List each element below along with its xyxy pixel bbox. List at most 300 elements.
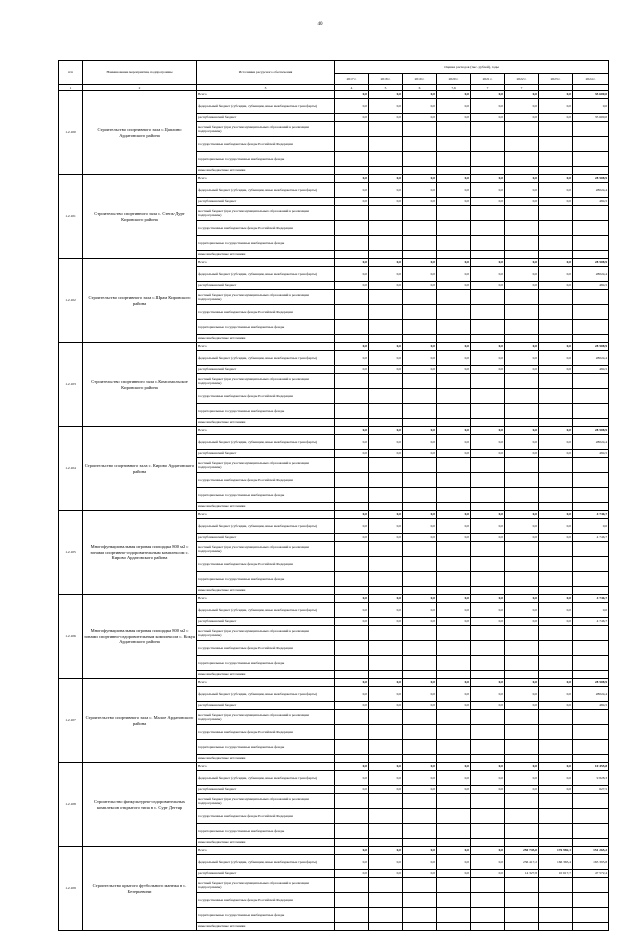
empty-cell	[335, 374, 369, 389]
amount-cell: 0,0	[471, 343, 505, 351]
empty-cell	[505, 488, 539, 503]
empty-cell	[403, 557, 437, 572]
amount-cell: 0,0	[505, 603, 539, 618]
empty-cell	[403, 335, 437, 343]
empty-cell	[539, 542, 573, 557]
empty-cell	[539, 404, 573, 419]
funding-source: Всего	[197, 763, 335, 771]
amount-cell: 0,0	[335, 366, 369, 374]
empty-cell	[505, 671, 539, 679]
empty-cell	[471, 320, 505, 335]
amount-cell: 0,0	[369, 99, 403, 114]
empty-cell	[369, 626, 403, 641]
amount-cell: 0,0	[335, 259, 369, 267]
amount-cell: 236 417,2	[505, 855, 539, 870]
empty-cell	[335, 152, 369, 167]
empty-cell	[505, 725, 539, 740]
empty-cell	[403, 626, 437, 641]
amount-cell: 0,0	[505, 435, 539, 450]
empty-cell	[369, 404, 403, 419]
amount-cell: 0,0	[539, 534, 573, 542]
empty-cell	[573, 404, 609, 419]
empty-cell	[335, 419, 369, 427]
empty-cell	[437, 137, 471, 152]
funding-source: иные внебюджетные источники	[197, 671, 335, 679]
empty-cell	[403, 290, 437, 305]
amount-cell: 0,0	[437, 343, 471, 351]
empty-cell	[369, 251, 403, 259]
empty-cell	[369, 725, 403, 740]
empty-cell	[369, 755, 403, 763]
empty-cell	[539, 458, 573, 473]
empty-cell	[437, 167, 471, 175]
empty-cell	[403, 419, 437, 427]
amount-cell: 0,0	[437, 763, 471, 771]
empty-cell	[437, 626, 471, 641]
amount-cell: 0,0	[437, 786, 471, 794]
amount-cell: 165 395,8	[573, 855, 609, 870]
empty-cell	[505, 755, 539, 763]
empty-cell	[471, 473, 505, 488]
amount-cell: 28 508,9	[573, 175, 609, 183]
amount-cell: 0,0	[437, 595, 471, 603]
empty-cell	[573, 458, 609, 473]
amount-cell: 0,0	[539, 679, 573, 687]
amount-cell: 0,0	[335, 114, 369, 122]
amount-cell: 0,0	[539, 99, 573, 114]
funding-source: Всего	[197, 427, 335, 435]
header-num: п/п	[59, 61, 83, 85]
funding-source: республиканский бюджет	[197, 282, 335, 290]
amount-cell: 0,0	[471, 366, 505, 374]
header-year: 2018 г.	[369, 74, 403, 85]
table-row	[59, 91, 609, 99]
amount-cell: 0,0	[539, 595, 573, 603]
amount-cell: 0,0	[505, 175, 539, 183]
amount-cell: 0,0	[369, 366, 403, 374]
empty-cell	[437, 725, 471, 740]
empty-cell	[369, 572, 403, 587]
empty-cell	[335, 923, 369, 931]
amount-cell: 0,0	[335, 534, 369, 542]
amount-cell: 0,0	[403, 351, 437, 366]
item-number: 1.2.107	[59, 679, 83, 763]
amount-cell: 0,0	[369, 534, 403, 542]
funding-source: государственные внебюджетные фонды Российской Федерации	[197, 809, 335, 824]
amount-cell: 28024,4	[573, 183, 609, 198]
empty-cell	[335, 572, 369, 587]
amount-cell: 0,0	[505, 519, 539, 534]
amount-cell: 4 746,7	[573, 618, 609, 626]
empty-cell	[369, 923, 403, 931]
amount-cell: 0,0	[403, 175, 437, 183]
empty-cell	[335, 710, 369, 725]
empty-cell	[573, 374, 609, 389]
empty-cell	[471, 488, 505, 503]
amount-cell: 0,0	[505, 343, 539, 351]
empty-cell	[335, 251, 369, 259]
item-number: 1.2.101	[59, 175, 83, 259]
empty-cell	[437, 290, 471, 305]
empty-cell	[403, 641, 437, 656]
empty-cell	[573, 641, 609, 656]
empty-cell	[539, 221, 573, 236]
amount-cell: 0,0	[471, 687, 505, 702]
empty-cell	[437, 206, 471, 221]
empty-cell	[505, 656, 539, 671]
empty-cell	[573, 710, 609, 725]
amount-cell: 0,0	[471, 786, 505, 794]
funding-source: республиканский бюджет	[197, 534, 335, 542]
empty-cell	[403, 374, 437, 389]
amount-cell: 0,0	[403, 771, 437, 786]
amount-cell: 0,0	[505, 114, 539, 122]
amount-cell: 0,0	[369, 114, 403, 122]
empty-cell	[471, 152, 505, 167]
amount-cell: 10 617,7	[539, 870, 573, 878]
empty-cell	[505, 404, 539, 419]
empty-cell	[369, 419, 403, 427]
empty-cell	[403, 923, 437, 931]
empty-cell	[573, 656, 609, 671]
funding-source: территориальные государственные внебюджетные фонды	[197, 908, 335, 923]
empty-cell	[403, 740, 437, 755]
funding-source: местный бюджет (при участии муниципальных образований в реализации подпрограммы)	[197, 626, 335, 641]
empty-cell	[573, 473, 609, 488]
empty-cell	[335, 404, 369, 419]
amount-cell: 0,0	[505, 351, 539, 366]
empty-cell	[403, 251, 437, 259]
empty-cell	[573, 251, 609, 259]
amount-cell: 0,0	[437, 351, 471, 366]
empty-cell	[471, 137, 505, 152]
amount-cell: 0,0	[369, 351, 403, 366]
empty-cell	[471, 656, 505, 671]
amount-cell: 0,0	[437, 175, 471, 183]
empty-cell	[437, 809, 471, 824]
empty-cell	[403, 503, 437, 511]
empty-cell	[573, 740, 609, 755]
amount-cell: 0,0	[369, 618, 403, 626]
empty-cell	[505, 221, 539, 236]
empty-cell	[573, 503, 609, 511]
empty-cell	[539, 824, 573, 839]
empty-cell	[539, 290, 573, 305]
empty-cell	[539, 794, 573, 809]
empty-cell	[471, 290, 505, 305]
amount-cell: 28024,4	[573, 267, 609, 282]
amount-cell: 0,0	[369, 267, 403, 282]
empty-cell	[539, 671, 573, 679]
empty-cell	[437, 893, 471, 908]
amount-cell: 0,0	[335, 282, 369, 290]
header-year: 2020 г.	[437, 74, 471, 85]
funding-source: местный бюджет (при участии муниципальных образований в реализации подпрограммы)	[197, 122, 335, 137]
empty-cell	[369, 458, 403, 473]
empty-cell	[471, 824, 505, 839]
amount-cell: 28 508,9	[573, 259, 609, 267]
item-number: 1.2.109	[59, 847, 83, 931]
funding-source: республиканский бюджет	[197, 702, 335, 710]
amount-cell: 0,0	[403, 282, 437, 290]
empty-cell	[471, 335, 505, 343]
header-year: 2017 г.	[335, 74, 369, 85]
amount-cell: 0,0	[335, 99, 369, 114]
empty-cell	[573, 794, 609, 809]
funding-source: территориальные государственные внебюджетные фонды	[197, 488, 335, 503]
item-name: Строительство спортивного зала с. Степь-Дурт Кировского района	[83, 175, 197, 259]
empty-cell	[403, 725, 437, 740]
table-row	[59, 259, 609, 267]
amount-cell: 0,0	[471, 427, 505, 435]
amount-cell: 0,0	[335, 679, 369, 687]
amount-cell: 0,0	[437, 435, 471, 450]
funding-source: федеральный бюджет (субсидии, субвенции, иные межбюджетные трансферты)	[197, 267, 335, 282]
empty-cell	[403, 710, 437, 725]
amount-cell: 0,0	[335, 183, 369, 198]
funding-source: иные внебюджетные источники	[197, 419, 335, 427]
amount-cell: 0,0	[335, 343, 369, 351]
empty-cell	[539, 122, 573, 137]
amount-cell: 0,0	[335, 847, 369, 855]
amount-cell: 0,0	[471, 435, 505, 450]
amount-cell: 484,5	[573, 198, 609, 206]
amount-cell: 0,0	[471, 763, 505, 771]
amount-cell: 28024,4	[573, 435, 609, 450]
funding-source: территориальные государственные внебюджетные фонды	[197, 656, 335, 671]
amount-cell: 0,0	[573, 603, 609, 618]
empty-cell	[437, 557, 471, 572]
empty-cell	[403, 389, 437, 404]
amount-cell: 0,0	[437, 259, 471, 267]
empty-cell	[573, 290, 609, 305]
empty-cell	[437, 641, 471, 656]
funding-source: Всего	[197, 343, 335, 351]
empty-cell	[403, 473, 437, 488]
amount-cell: 0,0	[505, 259, 539, 267]
empty-cell	[573, 809, 609, 824]
amount-cell: 0,0	[471, 519, 505, 534]
amount-cell: 0,0	[403, 366, 437, 374]
empty-cell	[369, 671, 403, 679]
empty-cell	[539, 419, 573, 427]
amount-cell: 0,0	[335, 595, 369, 603]
amount-cell: 28 508,9	[573, 427, 609, 435]
amount-cell: 0,0	[471, 351, 505, 366]
empty-cell	[471, 587, 505, 595]
amount-cell: 4 746,7	[573, 595, 609, 603]
empty-cell	[403, 587, 437, 595]
table-row	[59, 427, 609, 435]
empty-cell	[505, 374, 539, 389]
amount-cell: 0,0	[437, 855, 471, 870]
empty-cell	[505, 572, 539, 587]
item-number: 1.2.102	[59, 259, 83, 343]
empty-cell	[335, 641, 369, 656]
empty-cell	[573, 878, 609, 893]
empty-cell	[471, 419, 505, 427]
empty-cell	[539, 320, 573, 335]
amount-cell: 0,0	[471, 91, 505, 99]
amount-cell: 0,0	[471, 847, 505, 855]
empty-cell	[573, 755, 609, 763]
amount-cell: 0,0	[403, 687, 437, 702]
amount-cell: 0,0	[369, 198, 403, 206]
empty-cell	[335, 206, 369, 221]
empty-cell	[505, 167, 539, 175]
empty-cell	[437, 656, 471, 671]
empty-cell	[369, 809, 403, 824]
funding-source: государственные внебюджетные фонды Российской Федерации	[197, 893, 335, 908]
amount-cell: 0,0	[437, 870, 471, 878]
amount-cell: 0,0	[437, 687, 471, 702]
amount-cell: 0,0	[539, 91, 573, 99]
amount-cell: 0,0	[505, 771, 539, 786]
item-number: 1.2.106	[59, 595, 83, 679]
empty-cell	[437, 923, 471, 931]
amount-cell: 0,0	[335, 771, 369, 786]
amount-cell: 0,0	[403, 198, 437, 206]
empty-cell	[505, 122, 539, 137]
empty-cell	[437, 488, 471, 503]
amount-cell: 0,0	[505, 534, 539, 542]
empty-cell	[369, 557, 403, 572]
empty-cell	[437, 587, 471, 595]
empty-cell	[471, 923, 505, 931]
amount-cell: 0,0	[505, 366, 539, 374]
funding-source: государственные внебюджетные фонды Российской Федерации	[197, 557, 335, 572]
empty-cell	[403, 878, 437, 893]
amount-cell: 0,0	[437, 99, 471, 114]
funding-source: республиканский бюджет	[197, 366, 335, 374]
amount-cell: 0,0	[539, 702, 573, 710]
amount-cell: 0,0	[403, 534, 437, 542]
empty-cell	[369, 503, 403, 511]
empty-cell	[403, 320, 437, 335]
amount-cell: 0,0	[539, 114, 573, 122]
amount-cell: 0,0	[369, 870, 403, 878]
funding-source: местный бюджет (при участии муниципальных образований в реализации подпрограммы)	[197, 374, 335, 389]
amount-cell: 0,0	[437, 427, 471, 435]
amount-cell: 0,0	[335, 786, 369, 794]
empty-cell	[505, 878, 539, 893]
amount-cell: 0,0	[471, 595, 505, 603]
table-row	[59, 595, 609, 603]
empty-cell	[471, 251, 505, 259]
funding-source: республиканский бюджет	[197, 618, 335, 626]
empty-cell	[437, 389, 471, 404]
amount-cell: 0,0	[369, 595, 403, 603]
empty-cell	[573, 389, 609, 404]
amount-cell: 484,5	[573, 366, 609, 374]
empty-cell	[335, 755, 369, 763]
header-source: Источники ресурсного обеспечения	[197, 61, 335, 85]
item-name: Строительство физкультурно-оздоровительных комплексов открытого типа в с. Сурт Дегтяр	[83, 763, 197, 847]
amount-cell: 0,0	[471, 198, 505, 206]
empty-cell	[573, 671, 609, 679]
empty-cell	[505, 320, 539, 335]
amount-cell: 0,0	[403, 91, 437, 99]
empty-cell	[573, 908, 609, 923]
empty-cell	[437, 122, 471, 137]
amount-cell: 0,0	[437, 511, 471, 519]
table-row	[59, 679, 609, 687]
amount-cell: 0,0	[505, 91, 539, 99]
empty-cell	[403, 137, 437, 152]
amount-cell: 0,0	[539, 687, 573, 702]
amount-cell: 0,0	[437, 183, 471, 198]
empty-cell	[573, 221, 609, 236]
amount-cell: 0,0	[471, 511, 505, 519]
funding-source: территориальные государственные внебюджетные фонды	[197, 236, 335, 251]
funding-source: иные внебюджетные источники	[197, 251, 335, 259]
amount-cell: 0,0	[437, 771, 471, 786]
empty-cell	[403, 809, 437, 824]
amount-cell: 0,0	[403, 99, 437, 114]
amount-cell: 0,0	[369, 786, 403, 794]
amount-cell: 0,0	[539, 267, 573, 282]
amount-cell: 0,0	[335, 870, 369, 878]
column-number: 2	[83, 85, 197, 91]
empty-cell	[505, 710, 539, 725]
header-year: 2023 г.	[539, 74, 573, 85]
empty-cell	[539, 557, 573, 572]
amount-cell: 0,0	[369, 771, 403, 786]
funding-source: республиканский бюджет	[197, 198, 335, 206]
item-number: 1.2.108	[59, 763, 83, 847]
empty-cell	[471, 572, 505, 587]
empty-cell	[505, 557, 539, 572]
empty-cell	[471, 458, 505, 473]
expense-table	[58, 60, 609, 931]
empty-cell	[573, 839, 609, 847]
amount-cell: 0,0	[369, 519, 403, 534]
funding-source: иные внебюджетные источники	[197, 503, 335, 511]
empty-cell	[471, 542, 505, 557]
empty-cell	[573, 626, 609, 641]
item-name: Строительство спортивного зала с.Комсомольское Кировского района	[83, 343, 197, 427]
amount-cell: 0,0	[505, 702, 539, 710]
empty-cell	[437, 404, 471, 419]
amount-cell: 28024,4	[573, 687, 609, 702]
empty-cell	[369, 320, 403, 335]
amount-cell: 0,0	[505, 267, 539, 282]
empty-cell	[505, 290, 539, 305]
empty-cell	[335, 626, 369, 641]
empty-cell	[539, 725, 573, 740]
empty-cell	[505, 824, 539, 839]
empty-cell	[539, 137, 573, 152]
table-row	[59, 175, 609, 183]
empty-cell	[471, 794, 505, 809]
amount-cell: 0,0	[403, 595, 437, 603]
amount-cell: 0,0	[471, 771, 505, 786]
empty-cell	[369, 542, 403, 557]
empty-cell	[437, 251, 471, 259]
empty-cell	[335, 542, 369, 557]
empty-cell	[403, 458, 437, 473]
amount-cell: 0,0	[403, 427, 437, 435]
empty-cell	[335, 557, 369, 572]
funding-source: федеральный бюджет (субсидии, субвенции, иные межбюджетные трансферты)	[197, 183, 335, 198]
amount-cell: 0,0	[539, 786, 573, 794]
item-number: 1.2.105	[59, 511, 83, 595]
amount-cell: 0,0	[403, 259, 437, 267]
amount-cell: 0,0	[403, 511, 437, 519]
amount-cell: 0,0	[471, 267, 505, 282]
amount-cell: 0,0	[369, 687, 403, 702]
empty-cell	[573, 167, 609, 175]
